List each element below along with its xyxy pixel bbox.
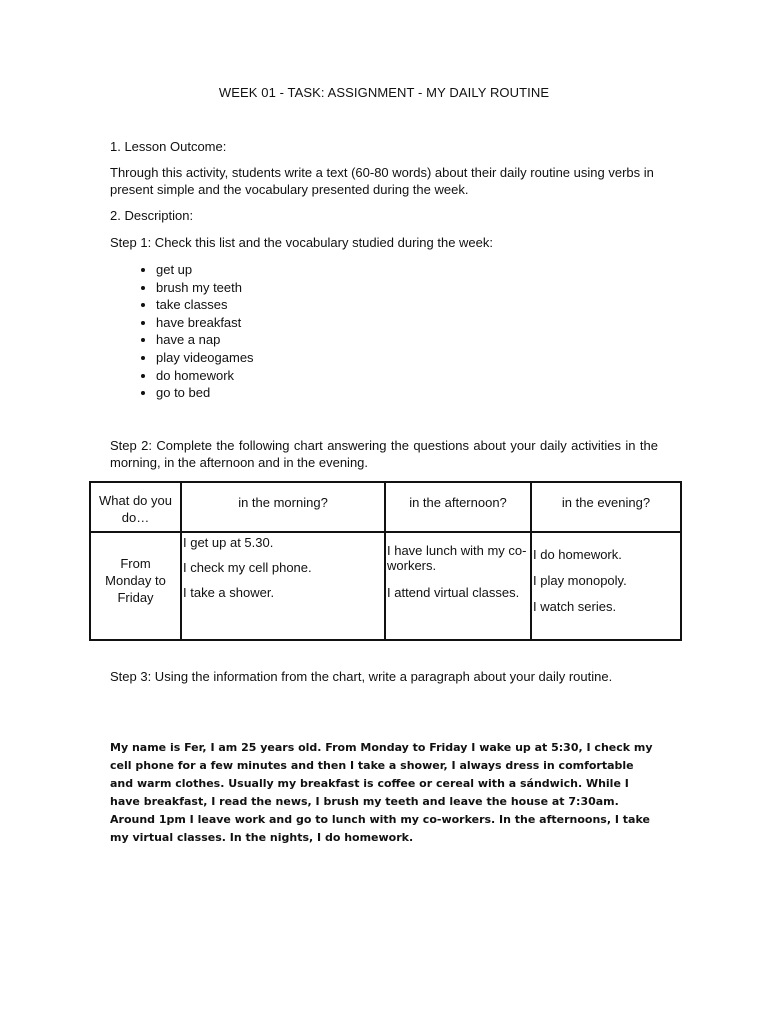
evening-header-label: in the evening? (561, 495, 651, 510)
afternoon-activity: I attend virtual classes. (387, 585, 520, 600)
vocabulary-item: • have a nap (156, 331, 254, 349)
morning-activity: I take a shower. (183, 585, 275, 600)
vocabulary-item: • get up (156, 261, 254, 279)
vocabulary-item: • play videogames (156, 349, 254, 367)
evening-cell (531, 532, 681, 640)
lesson-outcome-heading: 1. Lesson Outcome: (110, 139, 227, 154)
afternoon-header-label: in the afternoon? (409, 495, 507, 510)
step2-text: Step 2: Complete the following chart answering the questions about your daily activities in the morning, in the afternoon and in the evening. (110, 438, 658, 470)
description-heading: 2. Description: (110, 208, 194, 223)
step1-text: Step 1: Check this list and the vocabulary studied during the week: (110, 235, 493, 250)
row-label-text: From Monday to Friday (105, 556, 166, 605)
chart-header-afternoon (385, 482, 531, 532)
morning-activity: I check my cell phone. (183, 560, 312, 575)
afternoon-activity: I have lunch with my co-workers. (387, 543, 527, 573)
chart-row-label (90, 532, 181, 640)
vocabulary-item: • go to bed (156, 384, 254, 402)
morning-cell (181, 532, 385, 640)
vocabulary-list (110, 261, 254, 402)
vocabulary-item: • do homework (156, 367, 254, 385)
morning-header-label: in the morning? (238, 495, 328, 510)
step3-text: Step 3: Using the information from the chart, write a paragraph about your daily routine. (110, 669, 613, 684)
vocabulary-item: • take classes (156, 296, 254, 314)
morning-activity: I get up at 5.30. (183, 535, 274, 550)
vocabulary-item: • brush my teeth (156, 279, 254, 297)
routine-chart (89, 481, 682, 641)
lesson-outcome-text: Through this activity, students write a text (60-80 words) about their daily routine using verbs in present simple and the vocabulary presented during the week. (110, 165, 654, 197)
evening-activity: I do homework. (533, 547, 622, 562)
evening-activity: I watch series. (533, 599, 617, 614)
vocabulary-item: • have breakfast (156, 314, 254, 332)
chart-header-evening (531, 482, 681, 532)
afternoon-cell (385, 532, 531, 640)
chart-header-morning (181, 482, 385, 532)
chart-corner-cell (90, 482, 181, 532)
evening-activity: I play monopoly. (533, 573, 627, 588)
chart-corner-label: What do you do… (99, 493, 172, 525)
document-title: WEEK 01 - TASK: ASSIGNMENT - MY DAILY ROUTINE (218, 85, 550, 100)
routine-paragraph: My name is Fer, I am 25 years old. From Monday to Friday I wake up at 5:30, I check my cell phone for a few minutes and then I take a shower, I always dress in comfortable and warm clothes. Usually my breakfast is coffee or cereal with a sándwich. While I have breakfast, I read the news, I brush my teeth and leave the house at 7:30am. Around 1pm I leave work and go to lunch with my co-workers. In the afternoons, I take my virtual classes. In the nights, I do homework. (110, 741, 653, 844)
